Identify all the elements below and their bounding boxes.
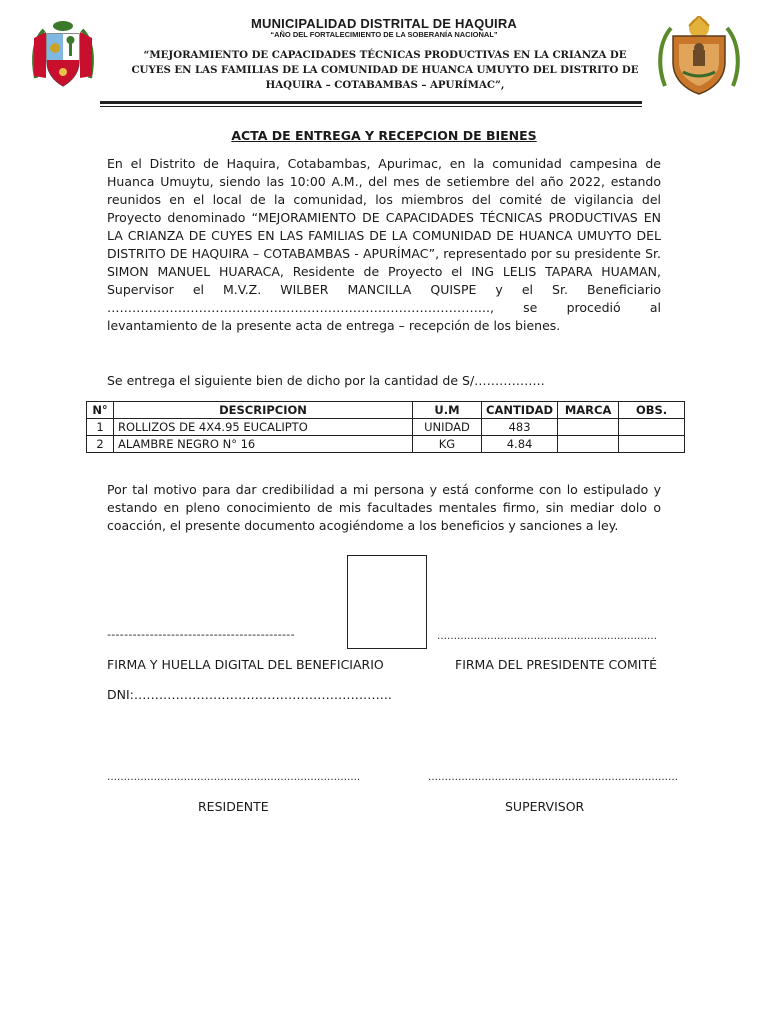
project-title-line: CUYES EN LAS FAMILIAS DE LA COMUNIDAD DE HUANCA UMUYTO DEL DISTRITO DE <box>131 64 639 76</box>
beneficiary-signature-label: FIRMA Y HUELLA DIGITAL DEL BENEFICIARIO <box>107 657 384 672</box>
intro-paragraph: En el Distrito de Haquira, Cotabambas, Apurimac, en la comunidad campesina de Huanca Umuytu, siendo las 10:00 A.M., del mes de setiembre del año 2022, estando reunidos en el local de la comunidad, los miembros del comité de vigilancia del Proyecto denominado “MEJORAMIENTO DE CAPACIDADES TÉCNICAS PRODUCTIVAS EN LA CRIANZA DE CUYES EN LAS FAMILIAS DE LA COMUNIDAD DE HUANCA UMUYTO DEL DISTRITO DE HAQUIRA – COTABAMBAS - APURÍMAC”, representado por su presidente Sr. SIMON MANUEL HUARACA, Residente de Proyecto el ING LELIS TAPARA HUAMAN, Supervisor el M.V.Z. WILBER MANCILLA QUISPE y el Sr. Beneficiario ……………………………………………………………………………….., se procedió al levantamiento de la presente acta de entrega – recepción de los bienes. <box>107 156 661 333</box>
document-title: ACTA DE ENTREGA Y RECEPCION DE BIENES <box>231 128 537 143</box>
institution-name: MUNICIPALIDAD DISTRITAL DE HAQUIRA <box>250 16 518 31</box>
president-signature-label: FIRMA DEL PRESIDENTE COMITÉ <box>455 657 658 672</box>
supervisor-signature-line: ………………………………………………………………… <box>428 772 678 783</box>
cell-brand <box>558 436 619 453</box>
cell-description: ROLLIZOS DE 4X4.95 EUCALIPTO <box>114 419 413 436</box>
table-row <box>87 419 685 436</box>
header-divider-thick <box>100 101 642 104</box>
col-header-number: N° <box>87 402 114 419</box>
cell-number: 2 <box>87 436 114 453</box>
president-signature-line: ………………………………………………………… <box>437 631 657 642</box>
header-divider-thin <box>100 106 642 107</box>
col-header-observations: OBS. <box>619 402 685 419</box>
fingerprint-box <box>347 555 427 649</box>
col-header-brand: MARCA <box>558 402 619 419</box>
project-title-line: HAQUIRA – COTABAMBAS – APURÍMAC”, <box>265 79 505 91</box>
col-header-unit: U.M <box>413 402 482 419</box>
table-header-row <box>87 402 685 419</box>
resident-signature-line: …………………………………………………………………. <box>107 772 361 783</box>
cell-quantity: 4.84 <box>482 436 558 453</box>
project-title-line: “MEJORAMIENTO DE CAPACIDADES TÉCNICAS PRODUCTIVAS EN LA CRIANZA DE <box>143 49 627 61</box>
project-title <box>105 48 665 93</box>
supervisor-label: SUPERVISOR <box>505 799 585 814</box>
cell-description: ALAMBRE NEGRO N° 16 <box>114 436 413 453</box>
dni-field: DNI:…………………………………………………….. <box>107 687 392 702</box>
goods-table <box>86 401 685 453</box>
year-motto: “AÑO DEL FORTALECIMIENTO DE LA SOBERANÍA NACIONAL” <box>270 30 498 39</box>
resident-label: RESIDENTE <box>198 799 269 814</box>
declaration-paragraph: Por tal motivo para dar credibilidad a mi persona y está conforme con lo estipulado y estando en pleno conocimiento de mis facultades mentales firmo, sin mediar dolo o coacción, el presente documento acogiéndome a los beneficios y sanciones a ley. <box>107 482 661 533</box>
table-row <box>87 436 685 453</box>
cell-unit: UNIDAD <box>413 419 482 436</box>
col-header-description: DESCRIPCION <box>114 402 413 419</box>
amount-paragraph: Se entrega el siguiente bien de dicho por la cantidad de S/…………….. <box>107 373 545 388</box>
cell-number: 1 <box>87 419 114 436</box>
cell-brand <box>558 419 619 436</box>
cell-unit: KG <box>413 436 482 453</box>
cell-observations <box>619 436 685 453</box>
cell-observations <box>619 419 685 436</box>
col-header-quantity: CANTIDAD <box>482 402 558 419</box>
cell-quantity: 483 <box>482 419 558 436</box>
beneficiary-signature-line: -------------------------------------------- <box>107 628 295 641</box>
